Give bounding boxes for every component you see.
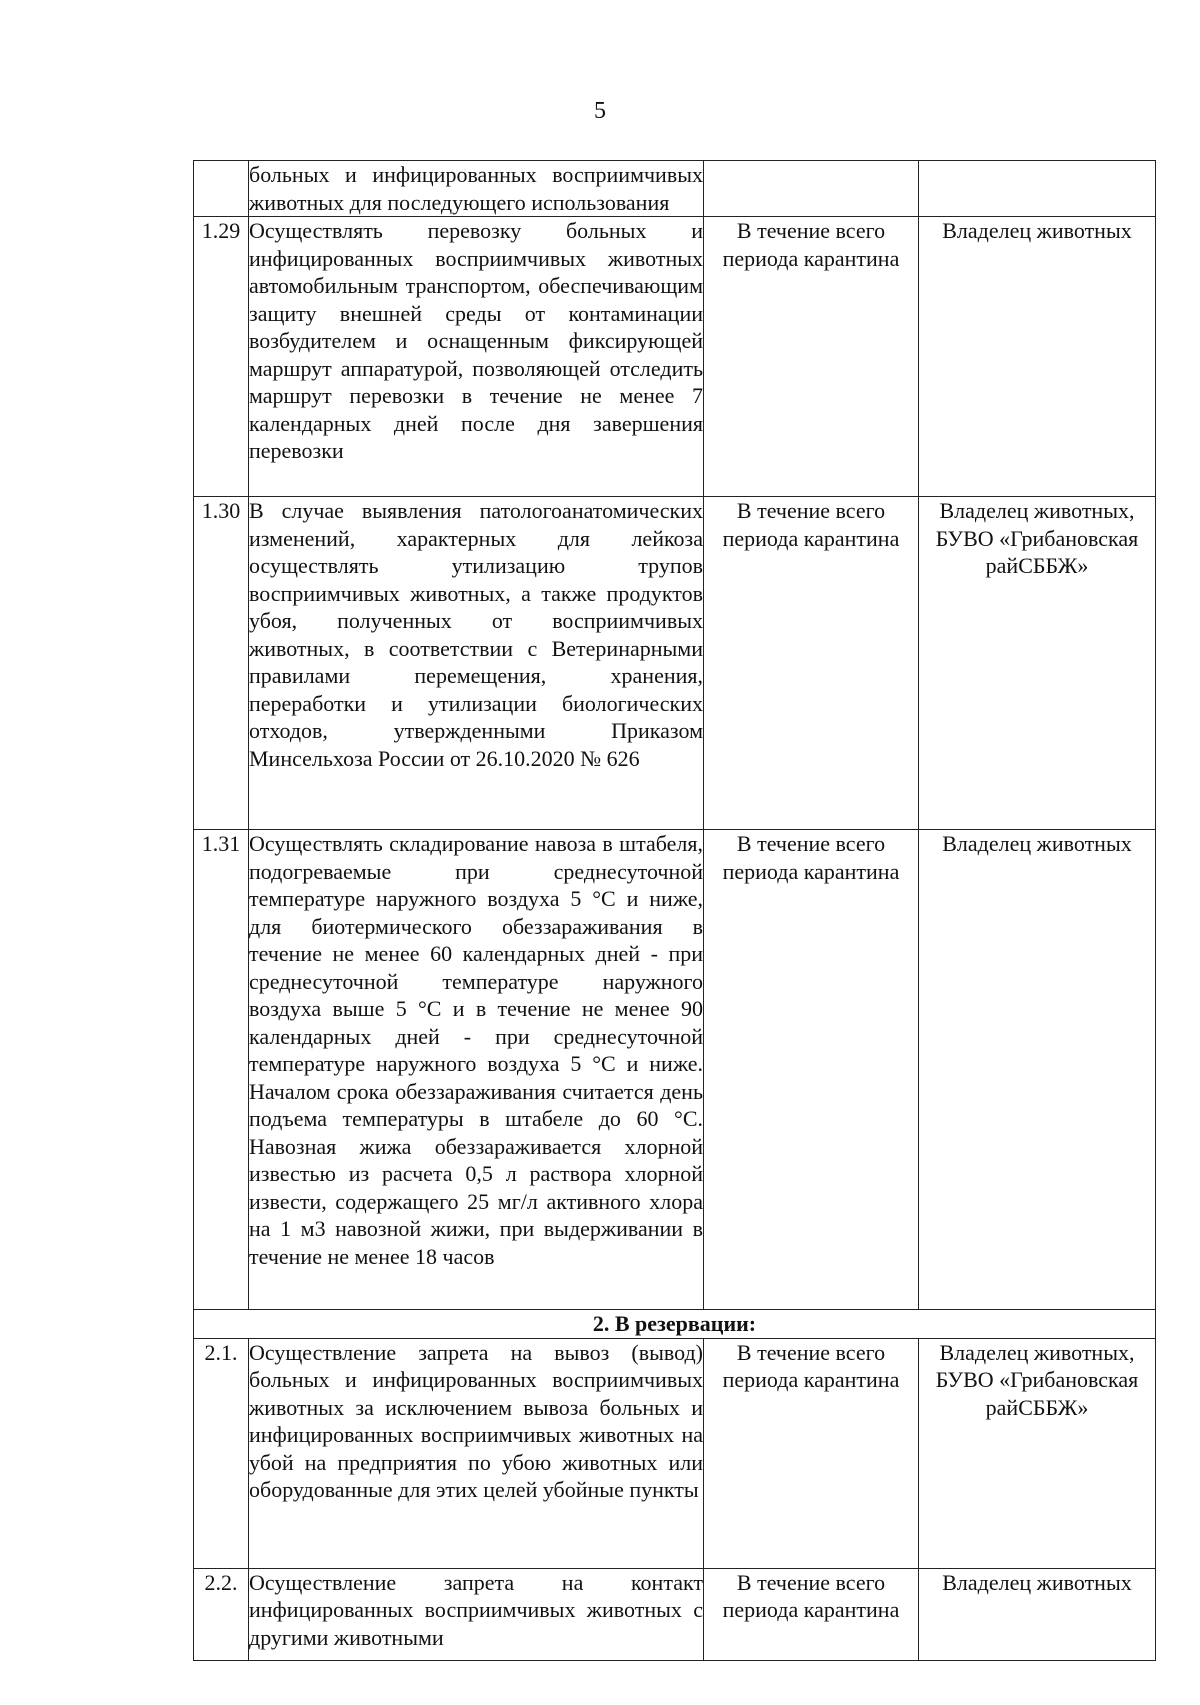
table-row [194,1338,1156,1568]
measure-text: больных и инфицированных восприимчивых животных для последующего использования [249,162,703,215]
measure-text: Осуществление запрета на контакт инфицированных восприимчивых животных с другими животными [249,1568,704,1660]
measure-responsible: Владелец животных [919,830,1156,1310]
table-row [194,161,1156,217]
row-number: 1.31 [194,830,249,1310]
page-number: 5 [594,98,606,124]
row-number: 2.1. [194,1338,249,1568]
measure-responsible: Владелец животных, БУВО «Грибановская райСББЖ» [919,497,1156,830]
measure-term: В течение всего периода карантина [704,497,919,830]
measure-responsible: Владелец животных, БУВО «Грибановская райСББЖ» [919,1338,1156,1568]
measure-term: В течение всего периода карантина [704,830,919,1310]
table-row [194,497,1156,830]
measures-table [193,160,1156,1661]
measure-text: Осуществлять перевозку больных и инфицированных восприимчивых животных автомобильным транспортом, обеспечивающим защиту внешней среды от контаминации возбудителем и оснащенным фиксирующей маршрут аппаратурой, позволяющей отследить маршрут перевозки в течение не менее 7 календарных дней после дня завершения перевозки [249,217,704,497]
measure-term: В течение всего периода карантина [704,217,919,497]
row-number [194,161,249,217]
measure-term [704,161,919,217]
section-header-row [194,1310,1156,1339]
measure-term: В течение всего периода карантина [704,1568,919,1660]
table-row [194,1568,1156,1660]
measure-responsible [919,161,1156,217]
section-title: 2. В резервации: [194,1310,1156,1339]
measure-text: Осуществление запрета на вывоз (вывод) больных и инфицированных восприимчивых животных за исключением вывоза больных и инфицированных восприимчивых животных на убой на предприятия по убою животных или оборудованные для этих целей убойные пункты [249,1338,704,1568]
measure-text: Осуществлять складирование навоза в штабеля, подогреваемые при среднесуточной температуре наружного воздуха 5 °С и ниже, для биотермического обеззараживания в течение не менее 60 календарных дней - при среднесуточной температуре наружного воздуха выше 5 °С и в течение не менее 90 календарных дней - при среднесуточной температуре наружного воздуха 5 °С и ниже. Началом срока обеззараживания считается день подъема температуры в штабеле до 60 °С. Навозная жижа обеззараживается хлорной известью из расчета 0,5 л раствора хлорной извести, содержащего 25 мг/л активного хлора на 1 м3 навозной жижи, при выдерживании в течение не менее 18 часов [249,830,704,1310]
row-number: 1.29 [194,217,249,497]
row-number: 1.30 [194,497,249,830]
measure-term: В течение всего периода карантина [704,1338,919,1568]
measure-text: В случае выявления патологоанатомических изменений, характерных для лейкоза осуществлять утилизацию трупов восприимчивых животных, а также продуктов убоя, полученных от восприимчивых животных, в соответствии с Ветеринарными правилами перемещения, хранения, переработки и утилизации биологических отходов, утвержденными Приказом Минсельхоза России от 26.10.2020 № 626 [249,497,704,830]
measure-responsible: Владелец животных [919,1568,1156,1660]
row-number: 2.2. [194,1568,249,1660]
table-row [194,217,1156,497]
measure-responsible: Владелец животных [919,217,1156,497]
table-row [194,830,1156,1310]
